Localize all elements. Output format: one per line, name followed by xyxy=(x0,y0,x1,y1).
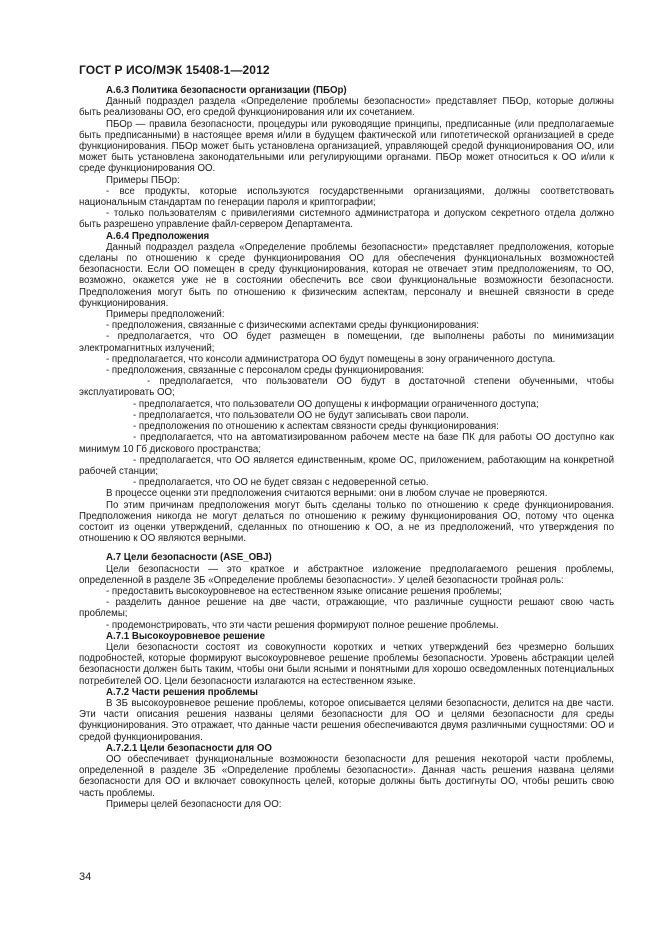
section-heading: А.7.1 Высокоуровневое решение xyxy=(106,630,266,642)
list-item: - предположения по отношению к аспектам связности среды функционирования: xyxy=(133,421,499,433)
paragraph: Цели безопасности состоят из совокупности коротких и четких утверждений без чрезмерно больших подробностей, которые формируют высокоуровневое решение проблемы безопасности. Уровень абстракции целей безопасности должен быть таким, чтобы они были ясными и понятными для хорошо осведомленных потенциальных потребителей ОО. Цели безопасности излагаются на естественном языке. xyxy=(79,641,614,687)
section-heading: А.6.4 Предположения xyxy=(106,230,210,242)
list-item: - только пользователям с привилегиями системного администратора и допуском секретного отдела должно быть разрешено управление файл-сервером Департамента. xyxy=(79,208,614,231)
list-item: - продемонстрировать, что эти части решения формируют полное решение проблемы. xyxy=(106,619,499,631)
document-body xyxy=(79,85,614,810)
paragraph: В процессе оценки эти предположения считаются верными: они в любом случае не проверяются. xyxy=(106,488,548,500)
paragraph: Данный подраздел раздела «Определение проблемы безопасности» представляет предположения, которые сделаны по отношению к среде функционирования ОО для обеспечения функциональных возможностей безопасности. Если ОО помещен в среду функционирования, которая не отвечает этим предположениям, то ОО, возможно, окажется уже не в состоянии обеспечить все свои функциональные возможности безопасности. Предположения могут быть по отношению к физическим аспектам, персоналу и внешней связности в среде функционирования. xyxy=(79,241,614,309)
document-header: ГОСТ Р ИСО/МЭК 15408-1—2012 xyxy=(79,63,270,77)
paragraph: Цели безопасности — это краткое и абстрактное изложение предполагаемого решения проблемы, определенной в разделе ЗБ «Определение проблемы безопасности». У целей безопасности тройная роль: xyxy=(79,563,614,586)
paragraph: ПБОр — правила безопасности, процедуры или руководящие принципы, предписанные (или предполагаемые быть предписанными) в настоящее время и/или в будущем фактической или гипотетической организацией в среде функционирования. ПБОр может быть установлена организацией, управляющей средой функционирования ОО, или может быть установлена законодательными или регулирующими органами. ПБОр может относиться к ОО и/или к среде функционирования ОО. xyxy=(79,118,614,175)
paragraph: Примеры ПБОр: xyxy=(106,174,180,186)
list-item: - все продукты, которые используются государственными организациями, должны соответствовать национальным стандартам по генерации пароля и криптографии; xyxy=(79,185,614,209)
list-item: - предполагается, что пользователи ОО не будут записывать свои пароли. xyxy=(133,409,469,421)
paragraph: Данный подраздел раздела «Определение проблемы безопасности» представляет ПБОр, которые должны быть реализованы ОО, его средой функционирования или их сочетанием. xyxy=(79,96,614,119)
list-item: - предполагается, что пользователи ОО будут в достаточной степени обученными, чтобы эксплуатировать ОО; xyxy=(79,376,614,399)
list-item: - предполагается, что консоли администратора ОО будут помещены в зону ограниченного доступа. xyxy=(106,353,556,365)
paragraph: В ЗБ высокоуровневое решение проблемы, которое описывается целями безопасности, делится на две части. Эти части описания решения названы целями безопасности для ОО и целями безопасности для среды функционирования. Это отражает, что данные части решения обеспечиваются двумя различными сущностями: ОО и средой функционирования. xyxy=(79,697,614,743)
paragraph: Примеры предположений: xyxy=(106,309,225,321)
list-item: - предполагается, что ОО не будет связан с недоверенной сетью. xyxy=(133,477,429,489)
section-heading: А.6.3 Политика безопасности организации (ПБОр) xyxy=(106,85,347,96)
list-item: - предполагается, что на автоматизированном рабочем месте на базе ПК для работы ОО доступно как минимум 10 Гб дискового пространства; xyxy=(79,432,614,455)
list-item: - предположения, связанные с физическими аспектами среды функционирования: xyxy=(106,320,479,332)
paragraph: По этим причинам предположения могут быть сделаны только по отношению к среде функционирования. Предположения никогда не могут делаться по отношению к режиму функционирования ОО, потому что оценка состоит из оценки утверждений, сделанных по отношению к ОО, а не из предположений, что утверждения по отношению к ОО являются верными. xyxy=(79,499,614,545)
list-item: - предполагается, что ОО будет размещен в помещении, где выполнены работы по минимизации электромагнитных излучений; xyxy=(79,331,614,354)
paragraph: ОО обеспечивает функциональные возможности безопасности для решения некоторой части проблемы, определенной в разделе ЗБ «Определение проблемы безопасности». Данная часть решения названа целями безопасности для ОО и включает совокупность целей, которые должны быть достигнуты ОО, чтобы решить свою часть проблемы. xyxy=(79,753,614,799)
list-item: - предполагается, что пользователи ОО допущены к информации ограниченного доступа; xyxy=(133,398,539,410)
paragraph: Примеры целей безопасности для ОО: xyxy=(106,798,282,810)
section-heading: А.7.2 Части решения проблемы xyxy=(106,686,258,698)
page-number: 34 xyxy=(79,871,92,883)
section-heading: А.7 Цели безопасности (ASE_OBJ) xyxy=(106,552,272,564)
list-item: - предполагается, что ОО является единственным, кроме ОС, приложением, работающим на конкретной рабочей станции; xyxy=(79,454,614,477)
list-item: - предоставить высокоуровневое на естественном языке описание решения проблемы; xyxy=(106,585,502,597)
list-item: - предположения, связанные с персоналом среды функционирования: xyxy=(106,365,424,377)
section-heading: А.7.2.1 Цели безопасности для ОО xyxy=(106,742,272,754)
list-item: - разделить данное решение на две части, отражающие, что различные сущности решают свою часть проблемы; xyxy=(79,597,614,620)
